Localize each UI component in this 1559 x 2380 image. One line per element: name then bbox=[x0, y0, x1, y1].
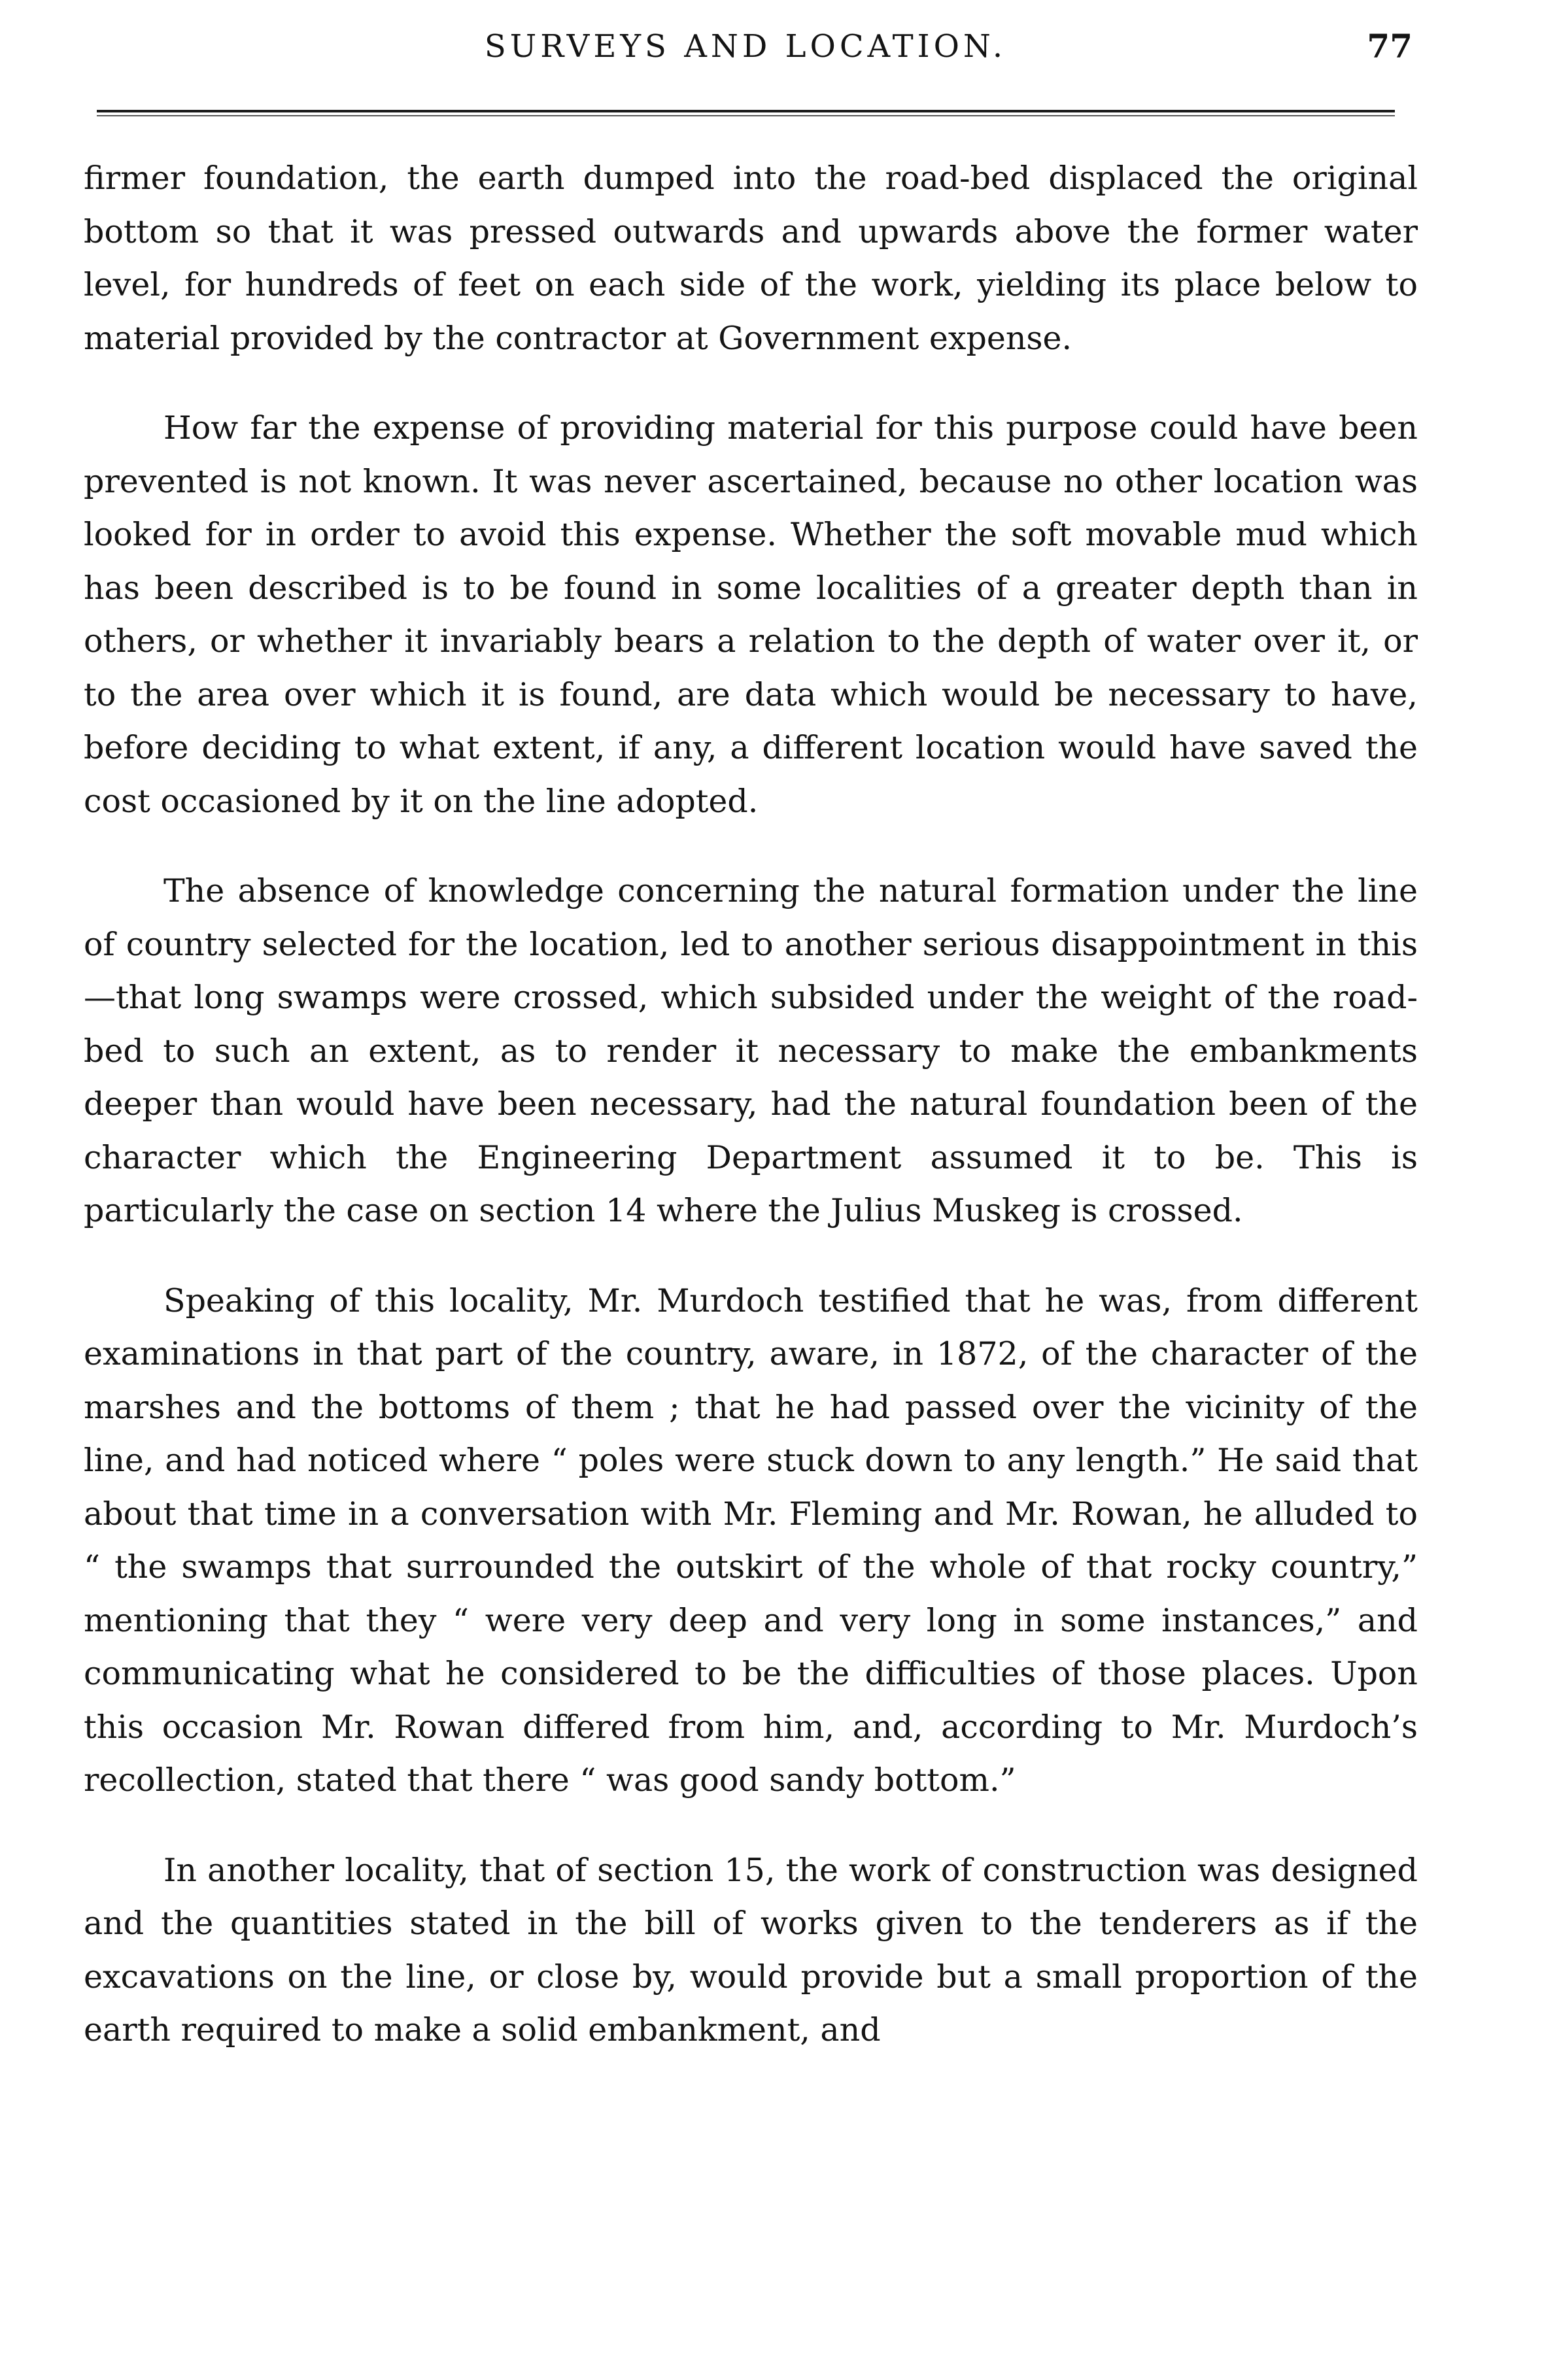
paragraph-murdoch-testimony: Speaking of this locality, Mr. Murdoch testified that he was, from different examinations in that part of the country, aware, in 1872, of the character of the marshes and the bottoms of them ; that he had passed over the vicinity of the line, and had noticed where “ poles were stuck down to any length.” He said that about that time in a conversation with Mr. Fleming and Mr. Rowan, he alluded to “ the swamps that surrounded the outskirt of the whole of that rocky country,” mentioning that they “ were very deep and very long in some instances,” and communicating what he considered to be the difficulties of those places. Upon this occasion Mr. Rowan differed from him, and, according to Mr. Murdoch’s recollection, stated that there “ was good sandy bottom.” bbox=[84, 1282, 1418, 1799]
paragraph-continued: firmer foundation, the earth dumped into the road-bed displaced the original bottom so that it was pressed outwards and upwards above the former water level, for hundreds of feet on each side of the work, yielding its place below to material provided by the contractor at Government expense. bbox=[84, 160, 1418, 357]
page-number: 77 bbox=[1367, 27, 1413, 65]
running-title: SURVEYS AND LOCATION. bbox=[484, 28, 1007, 65]
paragraph-section-15: In another locality, that of section 15, the work of construction was designed and the quantities stated in the bill of works given to the tenderers as if the excavations on the line, or close by, would provide but a small proportion of the earth required to make a solid embankment, and bbox=[84, 1851, 1418, 2048]
running-head bbox=[78, 24, 1413, 69]
header-rule-shadow bbox=[97, 115, 1395, 116]
header-rule bbox=[97, 110, 1395, 112]
body-text bbox=[84, 152, 1418, 2057]
paragraph-absence-of-knowledge: The absence of knowledge concerning the natural formation under the line of country selected for the location, led to another serious disappointment in this—that long swamps were crossed, which subsided under the weight of the road-bed to such an extent, as to render it necessary to make the embankments deeper than would have been necessary, had the natural foundation been of the character which the Engineering Department assumed it to be. This is particularly the case on section 14 where the Julius Muskeg is crossed. bbox=[84, 872, 1418, 1229]
paragraph-expense: How far the expense of providing material for this purpose could have been prevented is not known. It was never ascertained, because no other location was looked for in order to avoid this expense. Whether the soft movable mud which has been described is to be found in some localities of a greater depth than in others, or whether it invariably bears a relation to the depth of water over it, or to the area over which it is found, are data which would be necessary to have, before deciding to what extent, if any, a different location would have saved the cost occasioned by it on the line adopted. bbox=[84, 409, 1418, 820]
